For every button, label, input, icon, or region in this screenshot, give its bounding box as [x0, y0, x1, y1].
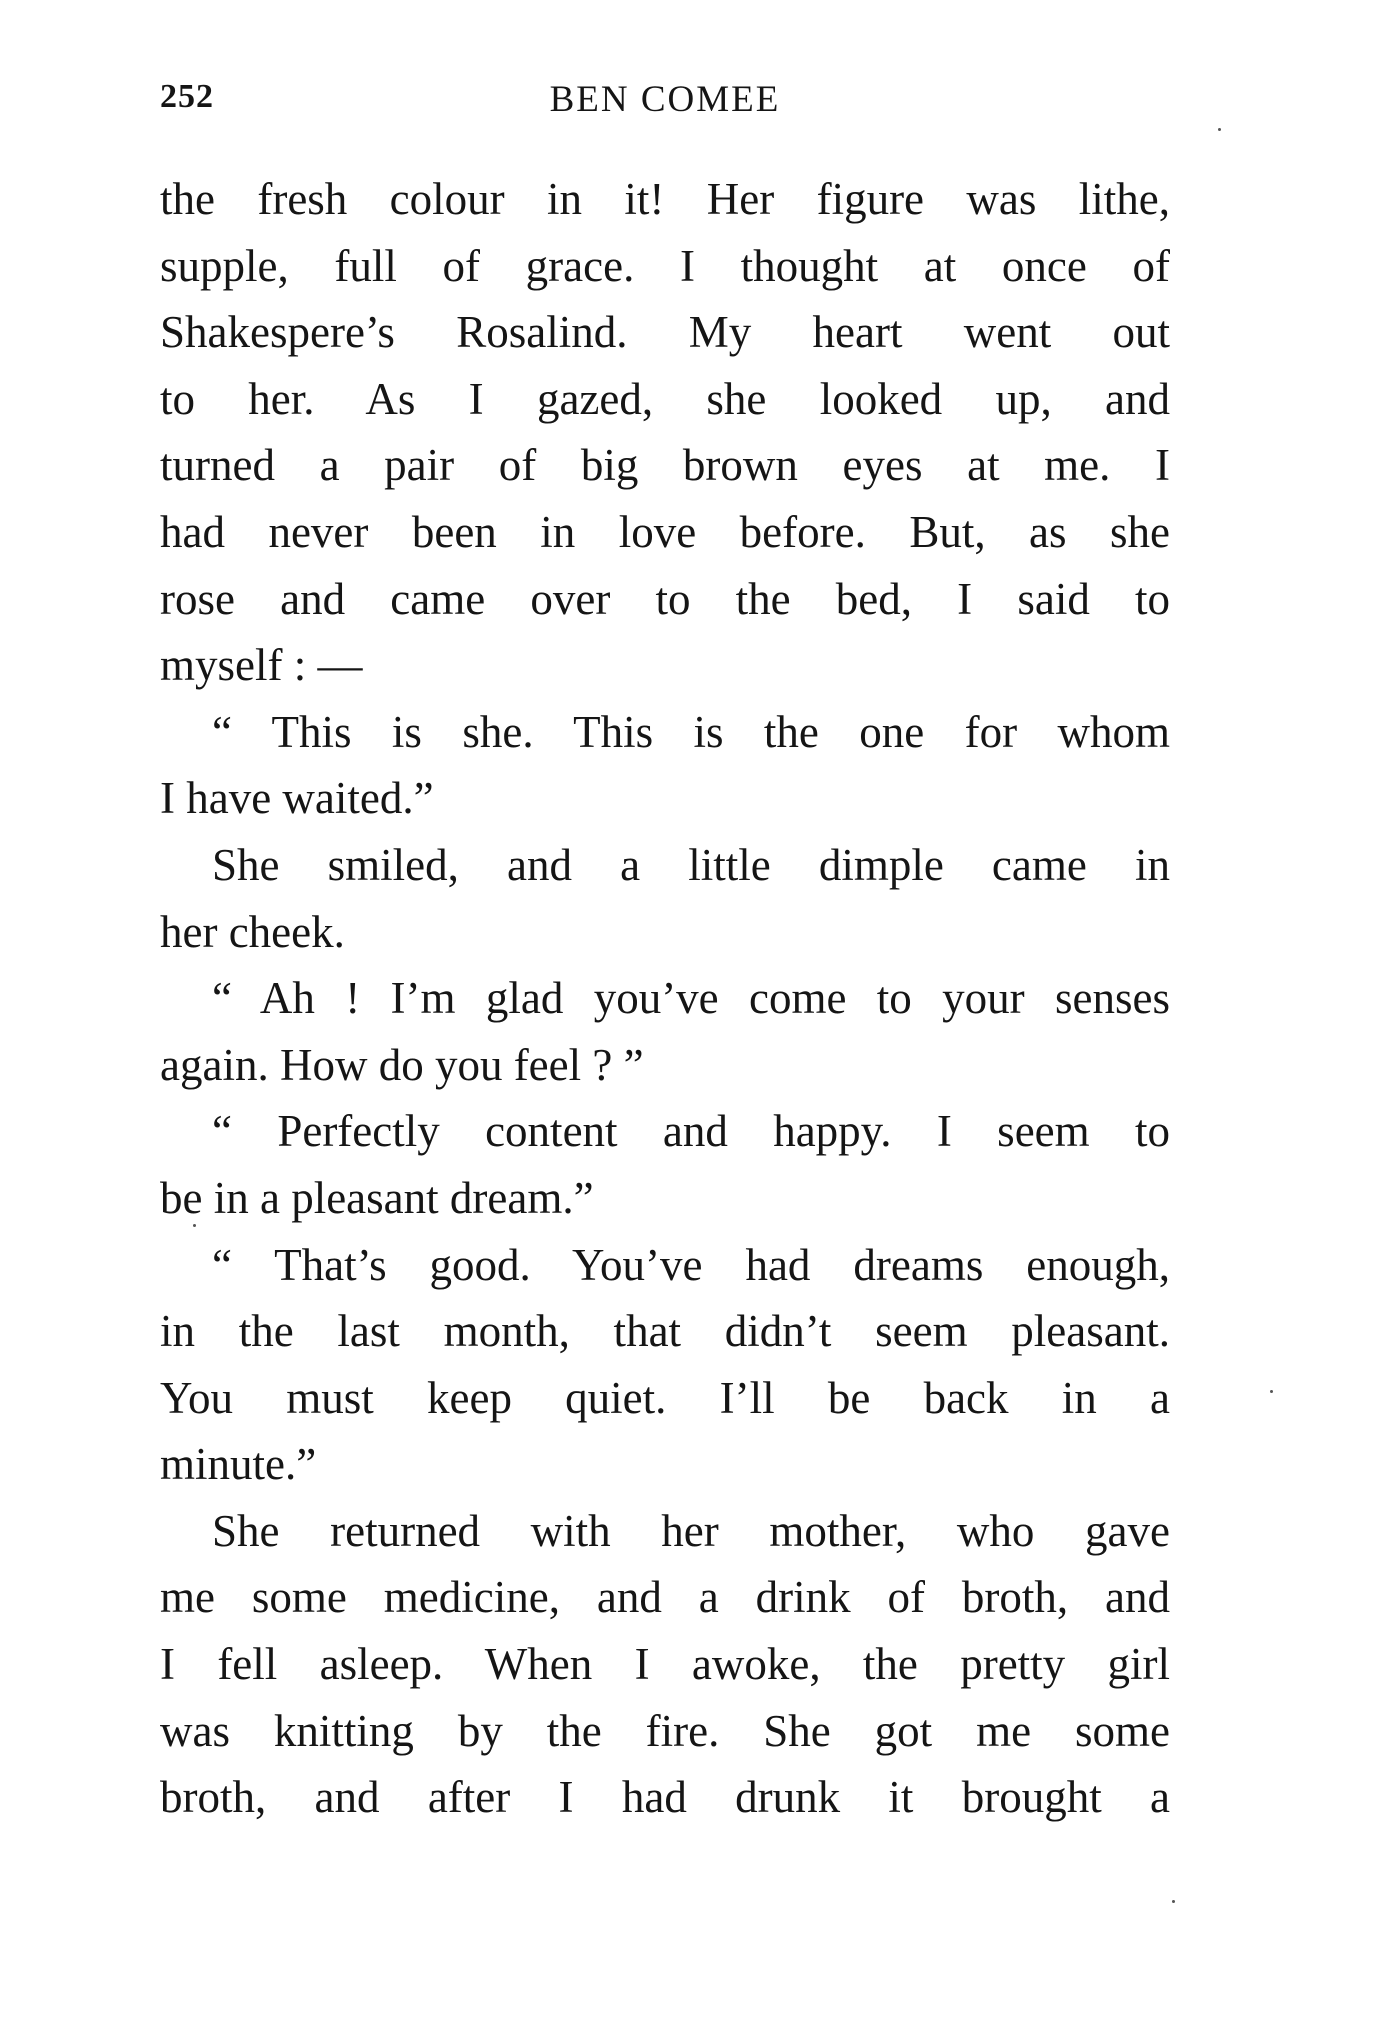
- text-line: had never been in love before. But, as she: [160, 506, 1170, 557]
- text-line: the fresh colour in it! Her figure was lithe,: [160, 174, 1170, 224]
- text-line: “ This is she. This is the one for whom: [212, 706, 1170, 757]
- text-line: myself : —: [160, 640, 363, 691]
- text-line: be in a pleasant dream.”: [160, 1172, 594, 1223]
- text-line: broth, and after I had drunk it brought a: [160, 1772, 1170, 1823]
- text-line: “ Perfectly content and happy. I seem to: [212, 1106, 1170, 1157]
- text-line: She returned with her mother, who gave: [212, 1505, 1170, 1556]
- scan-speck: [193, 1224, 196, 1227]
- text-line: I fell asleep. When I awoke, the pretty girl: [160, 1639, 1170, 1690]
- page-number: 252: [160, 78, 214, 115]
- text-line: You must keep quiet. I’ll be back in a: [160, 1372, 1170, 1423]
- page-header: [160, 78, 1170, 128]
- text-line: me some medicine, and a drink of broth, and: [160, 1572, 1170, 1623]
- text-line: “ Ah ! I’m glad you’ve come to your senses: [212, 973, 1170, 1024]
- text-line: in the last month, that didn’t seem pleasant.: [160, 1306, 1170, 1357]
- scan-speck: [1270, 1390, 1273, 1393]
- text-line: her cheek.: [160, 906, 345, 957]
- text-line: minute.”: [160, 1439, 317, 1490]
- text-line: supple, full of grace. I thought at once of: [160, 240, 1170, 291]
- text-line: I have waited.”: [160, 773, 434, 824]
- text-line: Shakespere’s Rosalind. My heart went out: [160, 307, 1170, 358]
- text-line: was knitting by the fire. She got me some: [160, 1705, 1170, 1756]
- running-title: BEN COMEE: [549, 79, 781, 120]
- text-line: She smiled, and a little dimple came in: [212, 839, 1170, 890]
- text-line: turned a pair of big brown eyes at me. I: [160, 440, 1170, 491]
- body-text: [160, 166, 1170, 1831]
- text-line: again. How do you feel ? ”: [160, 1039, 644, 1090]
- text-line: rose and came over to the bed, I said to: [160, 573, 1170, 624]
- text-line: “ That’s good. You’ve had dreams enough,: [212, 1239, 1170, 1290]
- scan-speck: [1172, 1900, 1175, 1903]
- scan-speck: [1218, 128, 1221, 131]
- text-line: to her. As I gazed, she looked up, and: [160, 373, 1170, 424]
